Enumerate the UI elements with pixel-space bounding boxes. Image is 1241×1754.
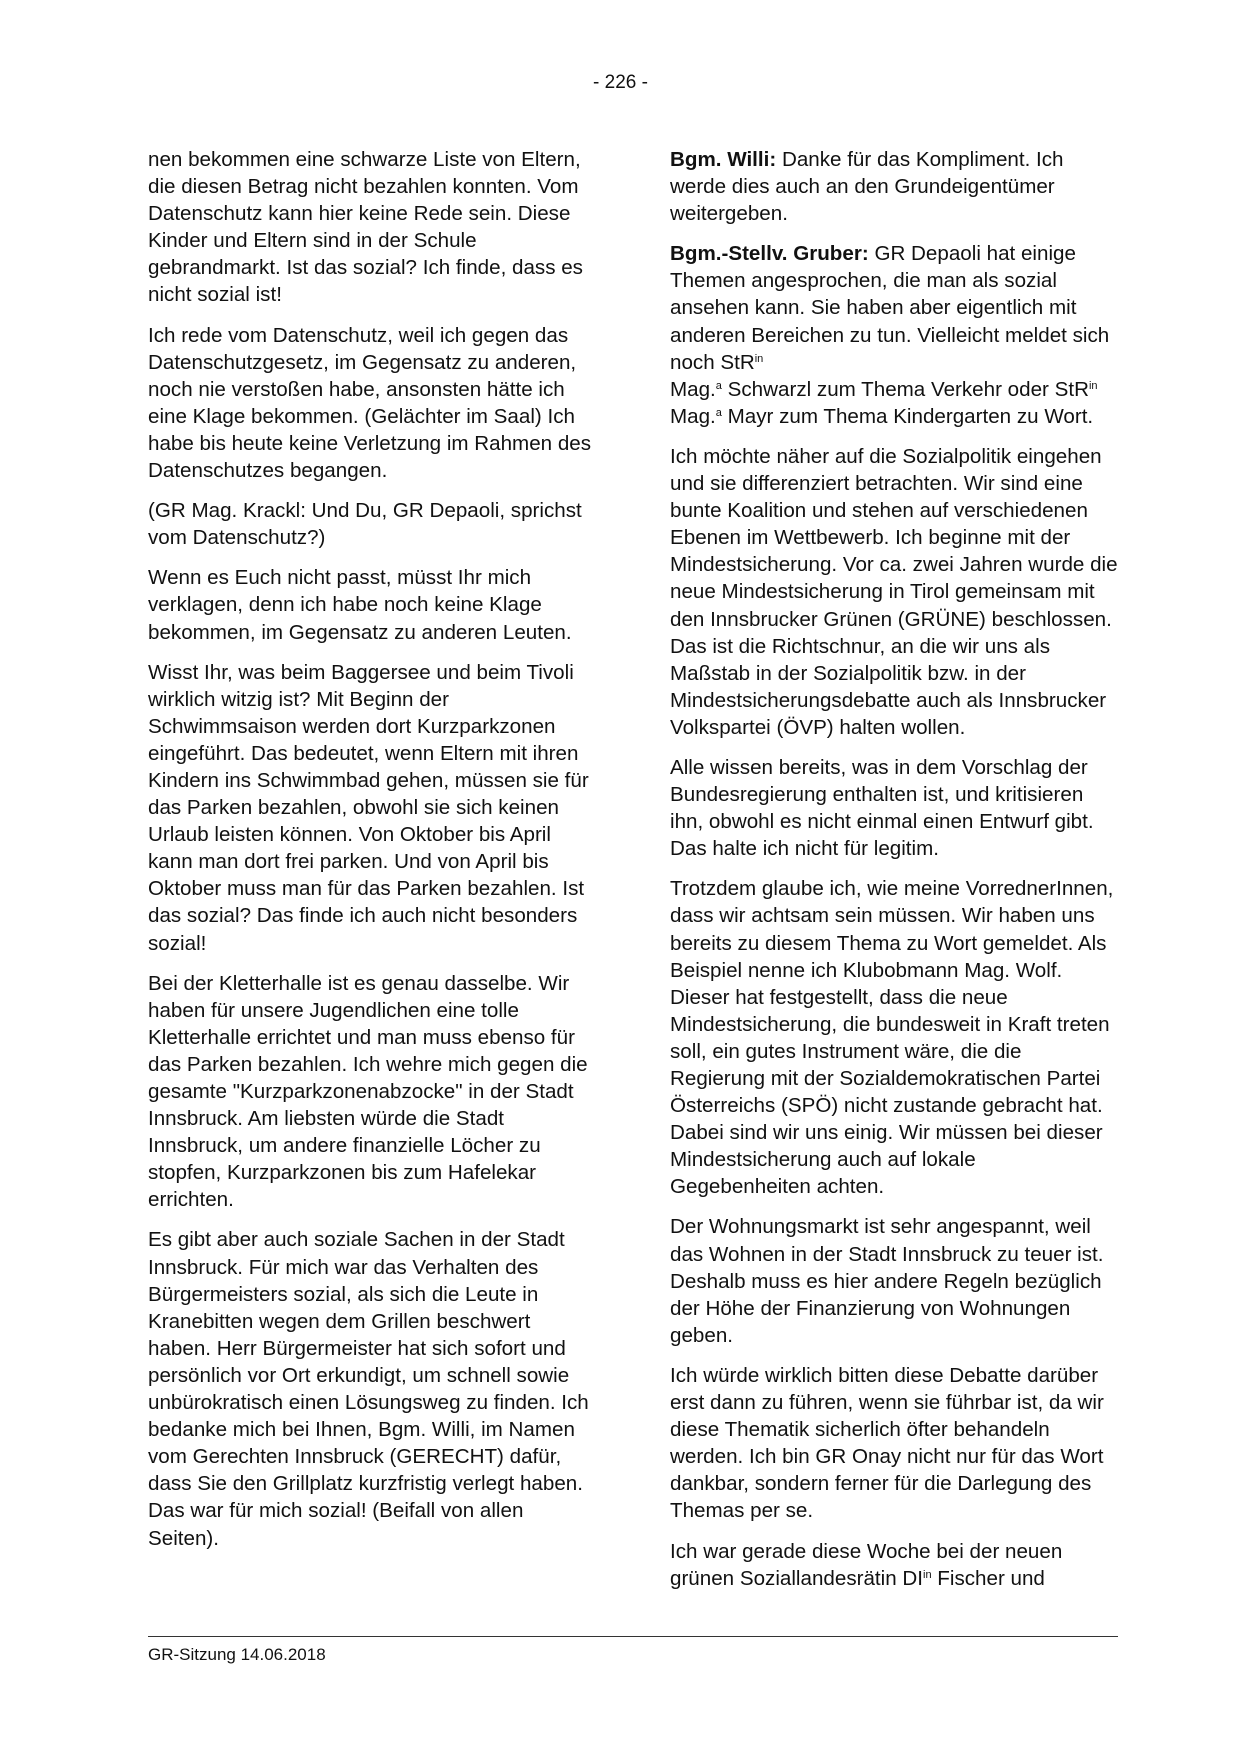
footer-session-date: GR-Sitzung 14.06.2018	[148, 1645, 326, 1664]
superscript: in	[923, 1568, 932, 1581]
speech-text: Ich war gerade diese Woche bei der neuen grünen Soziallandesrätin DI	[670, 1539, 1063, 1590]
paragraph	[670, 1538, 1118, 1592]
speech-willi	[670, 146, 1118, 227]
interjection: (GR Mag. Krackl: Und Du, GR Depaoli, sprichst vom Datenschutz?)	[148, 499, 582, 550]
speech-text: GR Depaoli hat einige Themen angesprochen, die man als sozial ansehen kann. Sie haben aber eigentlich mit anderen Bereichen zu tun. Vielleicht meldet sich noch StR	[670, 242, 1110, 374]
right-column	[670, 146, 1118, 1605]
paragraph: Wenn es Euch nicht passt, müsst Ihr mich verklagen, denn ich habe noch keine Klage bekommen, im Gegensatz zu anderen Leuten.	[148, 566, 572, 644]
paragraph: Alle wissen bereits, was in dem Vorschlag der Bundesregierung enthalten ist, und kritisieren ihn, obwohl es nicht einmal einen Entwurf gibt. Das halte ich nicht für legitim.	[670, 755, 1094, 861]
superscript: in	[1088, 379, 1098, 392]
speech-gruber	[670, 240, 1118, 430]
left-column	[148, 146, 596, 1565]
page-number: - 226 -	[593, 72, 648, 93]
footer-divider	[148, 1636, 1118, 1637]
paragraph: Der Wohnungsmarkt ist sehr angespannt, weil das Wohnen in der Stadt Innsbruck zu teuer ist. Deshalb muss es hier andere Regeln bezüglich der Höhe der Finanzierung von Wohnungen geben.	[670, 1215, 1104, 1347]
speech-text: Fischer und	[931, 1566, 1045, 1590]
paragraph: Ich rede vom Datenschutz, weil ich gegen das Datenschutzgesetz, im Gegensatz zu anderen, noch nie verstoßen habe, ansonsten hätte ich eine Klage bekommen. (Gelächter im Saal) Ich habe bis heute keine Verletzung im Rahmen des Datenschutzes begangen.	[148, 323, 592, 483]
superscript: a	[715, 406, 722, 419]
paragraph: Wisst Ihr, was beim Baggersee und beim Tivoli wirklich witzig ist? Mit Beginn der Schwimmsaison werden dort Kurzparkzonen eingeführt. Das bedeutet, wenn Eltern mit ihren Kindern ins Schwimmbad gehen, müssen sie für das Parken bezahlen, obwohl sie sich keinen Urlaub leisten können. Von Oktober bis April kann man dort frei parken. Und von April bis Oktober muss man für das Parken bezahlen. Ist das sozial? Das finde ich auch nicht besonders sozial!	[148, 660, 589, 955]
superscript: in	[754, 352, 764, 365]
speech-text: Mag.	[670, 404, 716, 428]
speech-text: Danke für das Kompliment. Ich werde dies auch an den Grundeigentümer weitergeben.	[670, 148, 1064, 226]
paragraph: Bei der Kletterhalle ist es genau dasselbe. Wir haben für unsere Jugendlichen eine tolle Kletterhalle errichtet und man muss ebenso für das Parken bezahlen. Ich wehre mich gegen die gesamte "Kurzparkzonenabzocke" in der Stadt Innsbruck. Am liebsten würde die Stadt Innsbruck, um andere finanzielle Löcher zu stopfen, Kurzparkzonen bis zum Hafelekar errichten.	[148, 971, 588, 1212]
paragraph: nen bekommen eine schwarze Liste von Eltern, die diesen Betrag nicht bezahlen konnten. Vom Datenschutz kann hier keine Rede sein. Diese Kinder und Eltern sind in der Schule gebrandmarkt. Ist das sozial? Ich finde, dass es nicht sozial ist!	[148, 148, 583, 307]
paragraph: Ich würde wirklich bitten diese Debatte darüber erst dann zu führen, wenn sie führbar ist, da wir diese Thematik sicherlich öfter behandeln werden. Ich bin GR Onay nicht nur für das Wort dankbar, sondern ferner für die Darlegung des Themas per se.	[670, 1363, 1104, 1523]
speech-text: Mayr zum Thema Kindergarten zu Wort.	[721, 404, 1094, 428]
speaker-name: Bgm.-Stellv. Gruber:	[670, 242, 869, 266]
superscript: a	[715, 379, 722, 392]
speech-text: Mag.	[670, 377, 716, 401]
paragraph: Trotzdem glaube ich, wie meine VorrednerInnen, dass wir achtsam sein müssen. Wir haben uns bereits zu diesem Thema zu Wort gemeldet. Als Beispiel nenne ich Klubobmann Mag. Wolf. Dieser hat festgestellt, dass die neue Mindestsicherung, die bundesweit in Kraft treten soll, ein gutes Instrument wäre, die die Regierung mit der Sozialdemokratischen Partei Österreichs (SPÖ) nicht zustande gebracht hat. Dabei sind wir uns einig. Wir müssen bei dieser Mindestsicherung auch auf lokale Gegebenheiten achten.	[670, 877, 1114, 1199]
paragraph: Es gibt aber auch soziale Sachen in der Stadt Innsbruck. Für mich war das Verhalten des Bürgermeisters sozial, als sich die Leute in Kranebitten wegen dem Grillen beschwert haben. Herr Bürgermeister hat sich sofort und persönlich vor Ort erkundigt, um schnell sowie unbürokratisch einen Lösungsweg zu finden. Ich bedanke mich bei Ihnen, Bgm. Willi, im Namen vom Gerechten Innsbruck (GERECHT) dafür, dass Sie den Grillplatz kurzfristig verlegt haben. Das war für mich sozial! (Beifall von allen Seiten).	[148, 1228, 589, 1550]
paragraph: Ich möchte näher auf die Sozialpolitik eingehen und sie differenziert betrachten. Wir sind eine bunte Koalition und stehen auf verschiedenen Ebenen im Wettbewerb. Ich beginne mit der Mindestsicherung. Vor ca. zwei Jahren wurde die neue Mindestsicherung in Tirol gemeinsam mit den Innsbrucker Grünen (GRÜNE) beschlossen. Das ist die Richtschnur, an die wir uns als Maßstab in der Sozialpolitik bzw. in der Mindestsicherungsdebatte auch als Innsbrucker Volkspartei (ÖVP) halten wollen.	[670, 444, 1118, 739]
speech-text: Schwarzl zum Thema Verkehr oder StR	[721, 377, 1089, 401]
speaker-name: Bgm. Willi:	[670, 148, 777, 171]
